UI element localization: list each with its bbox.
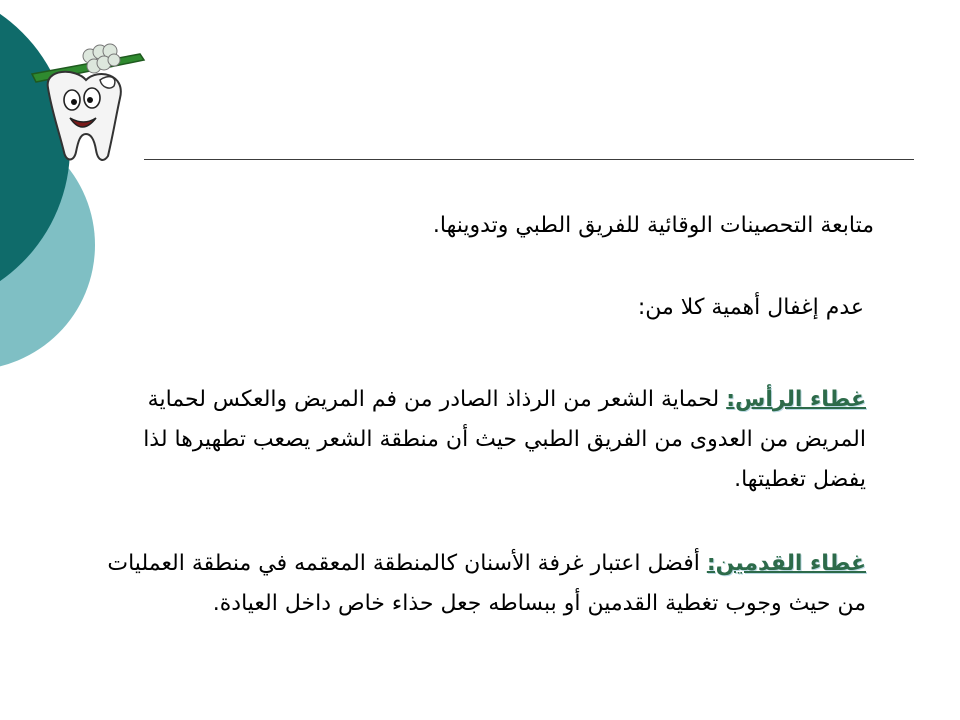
- tooth-toothbrush-icon: [28, 38, 148, 166]
- line-do-not-neglect: عدم إغفال أهمية كلا من:: [637, 295, 864, 320]
- term-head-cover: غطاء الرأس:: [726, 387, 866, 412]
- paragraph-head-cover: [106, 380, 866, 500]
- text-head-cover: لحماية الشعر من الرذاذ الصادر من فم المريض والعكس لحماية المريض من العدوى من الفريق الطبي حيث أن منطقة الشعر يصعب تطهيرها لذا يفضل تغطيتها.: [143, 387, 866, 492]
- term-foot-cover: غطاء القدمين:: [706, 551, 866, 576]
- line-immunizations: متابعة التحصينات الوقائية للفريق الطبي وتدوينها.: [432, 213, 874, 238]
- title-divider: [144, 159, 914, 160]
- paragraph-foot-cover: [106, 544, 866, 624]
- text-foot-cover: أفضل اعتبار غرفة الأسنان كالمنطقة المعقمه في منطقة العمليات من حيث وجوب تغطية القدمين أو ببساطه جعل حذاء خاص داخل العيادة.: [107, 551, 866, 616]
